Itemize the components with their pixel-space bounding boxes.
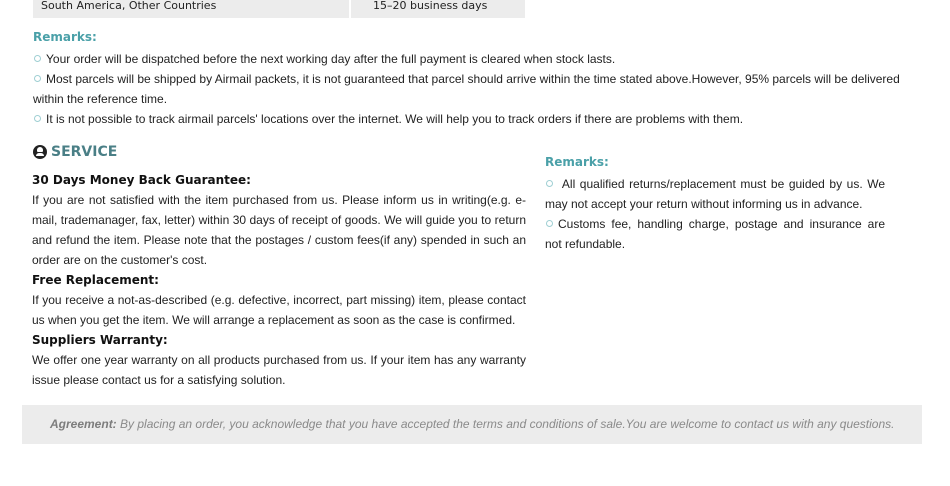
- service-section: [32, 170, 526, 390]
- list-item: [33, 49, 915, 69]
- remark-text: It is not possible to track airmail parcels' locations over the internet. We will help you to track orders if there are problems with them.: [46, 112, 744, 126]
- list-item: [33, 69, 915, 109]
- customer-service-icon: [33, 145, 47, 159]
- remarks-title: Remarks:: [33, 30, 97, 44]
- agreement-label: Agreement:: [50, 417, 117, 431]
- service-header: [33, 144, 117, 160]
- section-heading: 30 Days Money Back Guarantee:: [32, 173, 251, 187]
- list-item: [545, 174, 885, 214]
- bullet-icon: [34, 115, 41, 122]
- section-heading: Free Replacement:: [32, 273, 159, 287]
- remark-text: Customs fee, handling charge, postage and insurance are not refundable.: [545, 217, 885, 251]
- list-item: [545, 214, 885, 254]
- bullet-icon: [34, 55, 41, 62]
- shipping-region-cell: South America, Other Countries: [33, 0, 349, 18]
- remark-text: Most parcels will be shipped by Airmail packets, it is not guaranteed that parcel should arrive within the time stated above.However, 95% parcels will be delivered within the reference time.: [33, 72, 900, 106]
- service-remarks-list: [545, 174, 885, 254]
- section-heading: Suppliers Warranty:: [32, 333, 168, 347]
- shipping-table-row: [33, 0, 525, 18]
- remark-text: All qualified returns/replacement must be guided by us. We may not accept your return without informing us in advance.: [545, 177, 886, 211]
- section-text: If you receive a not-as-described (e.g. defective, incorrect, part missing) item, please contact us when you get the item. We will arrange a replacement as soon as the case is confirmed.: [32, 293, 526, 327]
- remarks-list: [33, 49, 915, 129]
- section-text: If you are not satisfied with the item purchased from us. Please inform us in writing(e.g. e-mail, trademanager, fax, letter) within 30 days of receipt of goods. We will guide you to return and refund the item. Please note that the postages / custom fees(if any) spended in such an order are on the customer's cost.: [32, 193, 526, 267]
- service-remarks-title: Remarks:: [545, 155, 609, 169]
- service-title: SERVICE: [51, 144, 118, 160]
- bullet-icon: [546, 220, 553, 227]
- agreement-bar: [22, 405, 922, 444]
- section-text: We offer one year warranty on all products purchased from us. If your item has any warranty issue please contact us for a satisfying solution.: [32, 353, 526, 387]
- bullet-icon: [34, 75, 41, 82]
- bullet-icon: [546, 180, 553, 187]
- shipping-time-cell: 15–20 business days: [351, 0, 525, 18]
- list-item: [33, 109, 915, 129]
- agreement-text: By placing an order, you acknowledge that you have accepted the terms and conditions of sale.You are welcome to contact us with any questions.: [116, 417, 895, 431]
- remark-text: Your order will be dispatched before the next working day after the full payment is cleared when stock lasts.: [46, 52, 616, 66]
